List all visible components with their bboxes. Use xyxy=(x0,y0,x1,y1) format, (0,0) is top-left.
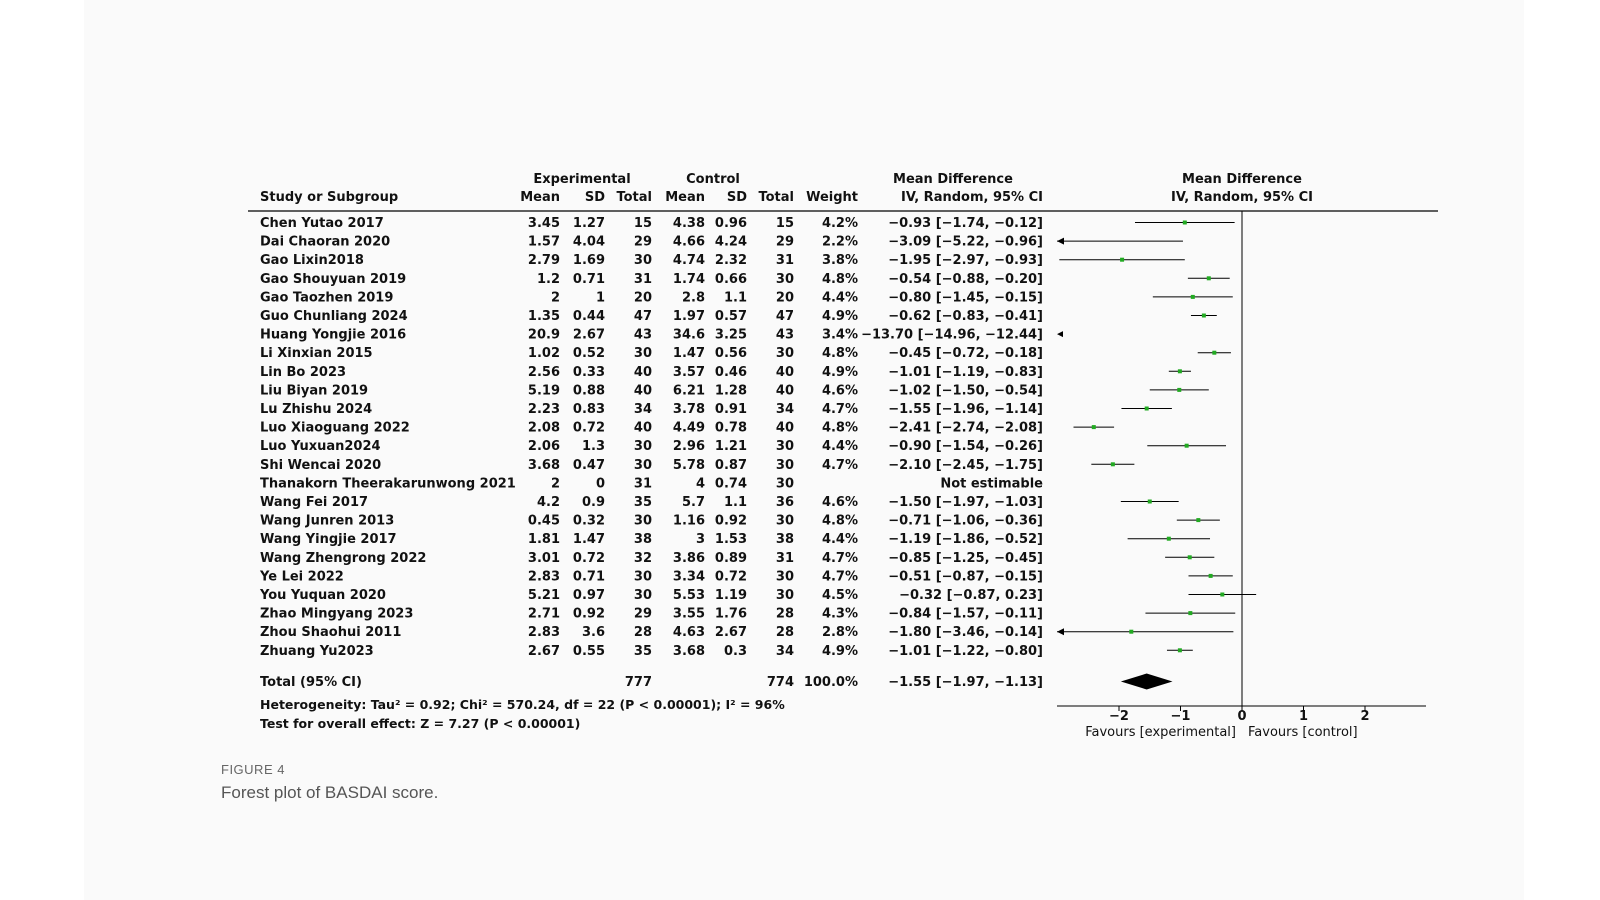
weight: 3.8% xyxy=(821,253,858,269)
ctl-sd: 2.67 xyxy=(714,625,747,641)
ctl-sd: 4.24 xyxy=(714,234,747,250)
study-name: Thanakorn Theerakarunwong 2021 xyxy=(260,476,516,492)
md-ci: −1.80 [−3.46, −0.14] xyxy=(888,625,1043,641)
header-md-sub: IV, Random, 95% CI xyxy=(901,190,1043,205)
exp-mean: 5.19 xyxy=(527,383,560,399)
exp-sd: 0.88 xyxy=(572,383,605,399)
ctl-total: 30 xyxy=(775,476,794,492)
header-exp-sd: SD xyxy=(584,190,605,205)
favours-control: Favours [control] xyxy=(1248,725,1358,740)
ctl-total: 47 xyxy=(775,309,794,324)
ctl-sd: 0.78 xyxy=(714,420,747,436)
weight: 4.4% xyxy=(821,532,858,548)
ctl-sd: 0.3 xyxy=(723,643,747,659)
ctl-total: 38 xyxy=(775,532,794,548)
ctl-total: 20 xyxy=(775,290,794,306)
ctl-total: 40 xyxy=(775,420,794,436)
md-ci: −0.93 [−1.74, −0.12] xyxy=(888,216,1043,231)
exp-total: 30 xyxy=(633,439,652,455)
md-ci: −0.80 [−1.45, −0.15] xyxy=(888,290,1043,306)
study-name: Lu Zhishu 2024 xyxy=(260,402,373,417)
exp-sd: 1.27 xyxy=(572,216,605,231)
ctl-total: 31 xyxy=(775,550,794,566)
x-tick-label: 2 xyxy=(1360,709,1370,724)
ctl-mean: 4.38 xyxy=(672,216,705,231)
ctl-total: 15 xyxy=(775,216,794,231)
weight: 4.8% xyxy=(821,513,858,529)
exp-total: 35 xyxy=(633,643,652,659)
md-ci: −0.54 [−0.88, −0.20] xyxy=(888,271,1043,287)
x-tick-label: −2 xyxy=(1109,709,1129,724)
exp-total: 43 xyxy=(633,327,652,343)
ctl-sd: 0.87 xyxy=(714,457,747,473)
ctl-total: 30 xyxy=(775,346,794,362)
point-estimate xyxy=(1220,593,1224,597)
ctl-sd: 0.66 xyxy=(714,271,747,287)
ctl-mean: 2.8 xyxy=(681,290,705,306)
exp-total: 30 xyxy=(633,457,652,473)
exp-total: 30 xyxy=(633,253,652,269)
ctl-mean: 1.74 xyxy=(672,271,705,287)
study-name: Li Xinxian 2015 xyxy=(260,346,373,362)
exp-total: 47 xyxy=(633,309,652,324)
md-ci: −1.95 [−2.97, −0.93] xyxy=(888,253,1043,269)
weight: 4.7% xyxy=(821,550,858,566)
study-name: Gao Lixin2018 xyxy=(260,253,364,269)
header-exp-mean: Mean xyxy=(520,190,560,205)
x-tick-label: 0 xyxy=(1237,709,1247,724)
header-ctl-sd: SD xyxy=(726,190,747,205)
ctl-total: 43 xyxy=(775,327,794,343)
study-name: Zhao Mingyang 2023 xyxy=(260,606,414,622)
weight: 2.2% xyxy=(821,234,858,250)
ctl-mean: 3.55 xyxy=(672,606,705,622)
exp-sd: 0.71 xyxy=(572,569,605,585)
ctl-sd: 2.32 xyxy=(714,253,747,269)
study-name: Wang Fei 2017 xyxy=(260,495,369,510)
exp-mean: 2 xyxy=(550,290,560,306)
exp-sd: 0.97 xyxy=(572,588,605,603)
study-name: Zhuang Yu2023 xyxy=(260,643,374,659)
header-control: Control xyxy=(686,172,740,187)
exp-sd: 0.32 xyxy=(572,513,605,529)
exp-mean: 0.45 xyxy=(527,513,560,529)
exp-sd: 1.47 xyxy=(572,532,605,548)
ctl-sd: 0.92 xyxy=(714,513,747,529)
header-plot: Mean Difference xyxy=(1182,172,1302,187)
header-plot-sub: IV, Random, 95% CI xyxy=(1171,190,1313,205)
ctl-sd: 1.19 xyxy=(714,588,747,603)
summary-diamond xyxy=(1121,674,1173,690)
point-estimate xyxy=(1212,351,1216,355)
study-name: Gao Taozhen 2019 xyxy=(260,290,394,306)
ctl-sd: 0.46 xyxy=(714,364,747,380)
point-estimate xyxy=(1185,444,1189,448)
study-name: Wang Junren 2013 xyxy=(260,513,395,529)
exp-mean: 2 xyxy=(550,476,560,492)
md-ci: −0.90 [−1.54, −0.26] xyxy=(888,439,1043,455)
study-name: Ye Lei 2022 xyxy=(260,569,344,585)
exp-mean: 3.45 xyxy=(527,216,560,231)
weight: 4.9% xyxy=(821,643,858,659)
ctl-mean: 3.86 xyxy=(672,550,705,566)
md-ci: −0.71 [−1.06, −0.36] xyxy=(888,513,1043,529)
ctl-mean: 3.34 xyxy=(672,569,705,585)
md-ci: −2.41 [−2.74, −2.08] xyxy=(888,420,1043,436)
exp-total: 29 xyxy=(633,606,652,622)
header-md: Mean Difference xyxy=(893,172,1013,187)
md-ci: −0.45 [−0.72, −0.18] xyxy=(888,346,1043,362)
ctl-total: 40 xyxy=(775,364,794,380)
ctl-total: 30 xyxy=(775,513,794,529)
study-name: Lin Bo 2023 xyxy=(260,364,347,380)
ctl-mean: 3.78 xyxy=(672,402,705,417)
ctl-sd: 0.89 xyxy=(714,550,747,566)
ctl-sd: 1.21 xyxy=(714,439,747,455)
ctl-mean: 5.78 xyxy=(672,457,705,473)
ctl-mean: 6.21 xyxy=(672,383,705,399)
exp-sd: 0.92 xyxy=(572,606,605,622)
ctl-mean: 3.68 xyxy=(672,643,705,659)
point-estimate xyxy=(1188,611,1192,615)
ctl-total: 36 xyxy=(775,495,794,510)
total-weight: 100.0% xyxy=(803,675,858,690)
exp-mean: 5.21 xyxy=(527,588,560,603)
header-experimental: Experimental xyxy=(533,172,631,187)
md-ci: −13.70 [−14.96, −12.44] xyxy=(861,327,1043,343)
md-ci: Not estimable xyxy=(940,476,1043,492)
ci-arrow-left xyxy=(1057,628,1064,635)
weight: 4.2% xyxy=(821,216,858,231)
axis-labels xyxy=(1109,709,1370,724)
exp-mean: 3.68 xyxy=(527,457,560,473)
exp-total: 15 xyxy=(633,216,652,231)
ctl-sd: 0.74 xyxy=(714,476,747,492)
overall-effect-text: Test for overall effect: Z = 7.27 (P < 0.00001) xyxy=(260,716,581,731)
study-name: Chen Yutao 2017 xyxy=(260,216,384,231)
md-ci: −3.09 [−5.22, −0.96] xyxy=(888,234,1043,250)
exp-mean: 20.9 xyxy=(527,327,560,343)
point-estimate xyxy=(1129,630,1133,634)
header-ctl-mean: Mean xyxy=(665,190,705,205)
point-estimate xyxy=(1188,555,1192,559)
md-ci: −1.19 [−1.86, −0.52] xyxy=(888,532,1043,548)
exp-mean: 2.06 xyxy=(527,439,560,455)
exp-total: 40 xyxy=(633,383,652,399)
exp-total: 31 xyxy=(633,476,652,492)
ctl-total: 30 xyxy=(775,271,794,287)
total-ci: −1.55 [−1.97, −1.13] xyxy=(888,675,1043,690)
point-estimate xyxy=(1191,295,1195,299)
study-name: Gao Shouyuan 2019 xyxy=(260,271,407,287)
ctl-mean: 5.7 xyxy=(681,495,705,510)
header-exp-total: Total xyxy=(616,190,652,205)
exp-sd: 0.52 xyxy=(572,346,605,362)
exp-mean: 2.79 xyxy=(527,253,560,269)
exp-mean: 2.83 xyxy=(527,569,560,585)
study-name: Huang Yongjie 2016 xyxy=(260,327,407,343)
exp-total: 31 xyxy=(633,271,652,287)
md-ci: −1.01 [−1.19, −0.83] xyxy=(888,364,1043,380)
ctl-mean: 1.16 xyxy=(672,513,705,529)
point-estimate xyxy=(1196,518,1200,522)
exp-mean: 4.2 xyxy=(536,495,560,510)
point-estimate xyxy=(1111,462,1115,466)
ctl-mean: 2.96 xyxy=(672,439,705,455)
ctl-mean: 3 xyxy=(695,532,705,548)
exp-mean: 2.67 xyxy=(527,643,560,659)
favours-labels xyxy=(1085,725,1357,740)
ctl-sd: 0.56 xyxy=(714,346,747,362)
ctl-total: 30 xyxy=(775,457,794,473)
exp-mean: 2.23 xyxy=(527,402,560,417)
exp-sd: 0.9 xyxy=(581,495,605,510)
exp-total: 40 xyxy=(633,420,652,436)
ctl-mean: 1.47 xyxy=(672,346,705,362)
point-estimate xyxy=(1145,407,1149,411)
study-name: Liu Biyan 2019 xyxy=(260,383,369,399)
ctl-total: 34 xyxy=(775,402,794,417)
study-name: Luo Xiaoguang 2022 xyxy=(260,420,410,436)
exp-sd: 1.3 xyxy=(581,439,605,455)
weight: 4.7% xyxy=(821,457,858,473)
exp-total: 35 xyxy=(633,495,652,510)
weight: 4.6% xyxy=(821,495,858,510)
study-name: Zhou Shaohui 2011 xyxy=(260,625,402,641)
weight: 4.7% xyxy=(821,402,858,417)
exp-sd: 0.83 xyxy=(572,402,605,417)
weight: 2.8% xyxy=(821,625,858,641)
weight: 4.8% xyxy=(821,420,858,436)
exp-sd: 0.72 xyxy=(572,550,605,566)
ctl-total: 28 xyxy=(775,625,794,641)
ctl-sd: 1.1 xyxy=(723,290,747,306)
exp-sd: 2.67 xyxy=(572,327,605,343)
weight: 4.8% xyxy=(821,346,858,362)
md-ci: −0.62 [−0.83, −0.41] xyxy=(888,309,1043,324)
md-ci: −1.02 [−1.50, −0.54] xyxy=(888,383,1043,399)
ctl-mean: 34.6 xyxy=(672,327,705,343)
ctl-mean: 4.63 xyxy=(672,625,705,641)
weight: 4.7% xyxy=(821,569,858,585)
weight: 4.9% xyxy=(821,364,858,380)
x-tick-label: 1 xyxy=(1298,709,1309,724)
header-study: Study or Subgroup xyxy=(260,190,399,205)
ctl-sd: 0.91 xyxy=(714,402,747,417)
exp-mean: 2.56 xyxy=(527,364,560,380)
study-name: Dai Chaoran 2020 xyxy=(260,234,391,250)
ctl-sd: 1.53 xyxy=(714,532,747,548)
total-label: Total (95% CI) xyxy=(260,675,362,690)
exp-total: 20 xyxy=(633,290,652,306)
exp-total: 30 xyxy=(633,513,652,529)
weight: 4.5% xyxy=(821,588,858,603)
ctl-total: 30 xyxy=(775,588,794,603)
ci-arrow-left xyxy=(1057,331,1063,337)
exp-mean: 2.83 xyxy=(527,625,560,641)
x-tick-label: −1 xyxy=(1170,709,1191,724)
weight: 4.6% xyxy=(821,383,858,399)
ctl-sd: 1.76 xyxy=(714,606,747,622)
md-ci: −1.01 [−1.22, −0.80] xyxy=(888,643,1043,659)
exp-total: 30 xyxy=(633,569,652,585)
exp-mean: 1.2 xyxy=(536,271,560,287)
weight: 4.3% xyxy=(821,606,858,622)
exp-sd: 4.04 xyxy=(572,234,605,250)
exp-mean: 2.08 xyxy=(527,420,560,436)
exp-sd: 0.44 xyxy=(572,309,605,324)
ctl-total: 31 xyxy=(775,253,794,269)
point-estimate xyxy=(1209,574,1213,578)
total-exp: 777 xyxy=(624,675,652,690)
point-estimate xyxy=(1207,276,1211,280)
ctl-total: 29 xyxy=(775,234,794,250)
ctl-total: 30 xyxy=(775,439,794,455)
point-estimate xyxy=(1202,314,1206,318)
exp-mean: 2.71 xyxy=(527,606,560,622)
exp-total: 34 xyxy=(633,402,652,417)
exp-total: 30 xyxy=(633,346,652,362)
exp-sd: 0.72 xyxy=(572,420,605,436)
figure-caption: Forest plot of BASDAI score. xyxy=(221,783,439,802)
exp-mean: 1.81 xyxy=(527,532,560,548)
ctl-sd: 1.1 xyxy=(723,495,747,510)
study-name: Shi Wencai 2020 xyxy=(260,457,382,473)
exp-total: 28 xyxy=(633,625,652,641)
ci-arrow-left xyxy=(1057,238,1064,245)
exp-sd: 0.55 xyxy=(572,643,605,659)
ctl-sd: 3.25 xyxy=(714,327,747,343)
exp-sd: 0.71 xyxy=(572,271,605,287)
study-name: Wang Zhengrong 2022 xyxy=(260,550,427,566)
ctl-mean: 4.74 xyxy=(672,253,705,269)
exp-sd: 0.33 xyxy=(572,364,605,380)
weight: 4.4% xyxy=(821,290,858,306)
ctl-total: 34 xyxy=(775,643,794,659)
md-ci: −2.10 [−2.45, −1.75] xyxy=(888,457,1043,473)
ctl-sd: 0.96 xyxy=(714,216,747,231)
md-ci: −0.32 [−0.87, 0.23] xyxy=(899,588,1043,603)
weight: 3.4% xyxy=(821,327,858,343)
ctl-total: 30 xyxy=(775,569,794,585)
point-estimate xyxy=(1177,388,1181,392)
weight: 4.4% xyxy=(821,439,858,455)
study-rows xyxy=(259,216,1043,690)
exp-total: 40 xyxy=(633,364,652,380)
md-ci: −0.85 [−1.25, −0.45] xyxy=(888,550,1043,566)
favours-experimental: Favours [experimental] xyxy=(1085,725,1236,740)
exp-total: 38 xyxy=(633,532,652,548)
exp-sd: 0 xyxy=(595,476,605,492)
ctl-mean: 4.66 xyxy=(672,234,705,250)
exp-mean: 1.35 xyxy=(527,309,560,324)
md-ci: −1.50 [−1.97, −1.03] xyxy=(888,495,1043,510)
exp-total: 30 xyxy=(633,588,652,603)
ctl-mean: 5.53 xyxy=(672,588,705,603)
exp-mean: 1.57 xyxy=(527,234,560,250)
exp-sd: 0.47 xyxy=(572,457,605,473)
exp-sd: 1.69 xyxy=(572,253,605,269)
weight: 4.9% xyxy=(821,309,858,324)
exp-sd: 1 xyxy=(595,290,605,306)
ctl-sd: 1.28 xyxy=(714,383,747,399)
point-estimate xyxy=(1183,221,1187,225)
ctl-mean: 4 xyxy=(695,476,705,492)
study-name: Luo Yuxuan2024 xyxy=(260,439,381,455)
md-ci: −0.84 [−1.57, −0.11] xyxy=(888,606,1043,622)
study-name: Guo Chunliang 2024 xyxy=(260,309,408,324)
ctl-total: 40 xyxy=(775,383,794,399)
exp-mean: 3.01 xyxy=(527,550,560,566)
ctl-mean: 3.57 xyxy=(672,364,705,380)
header-ctl-total: Total xyxy=(758,190,794,205)
point-estimate xyxy=(1178,648,1182,652)
ctl-mean: 1.97 xyxy=(672,309,705,324)
point-estimate xyxy=(1120,258,1124,262)
md-ci: −0.51 [−0.87, −0.15] xyxy=(888,569,1043,585)
point-estimate xyxy=(1148,500,1152,504)
exp-mean: 1.02 xyxy=(527,346,560,362)
exp-total: 29 xyxy=(633,234,652,250)
weight: 4.8% xyxy=(821,271,858,287)
ctl-sd: 0.72 xyxy=(714,569,747,585)
ctl-total: 28 xyxy=(775,606,794,622)
figure-label: FIGURE 4 xyxy=(221,762,285,777)
ctl-sd: 0.57 xyxy=(714,309,747,324)
point-estimate xyxy=(1167,537,1171,541)
heterogeneity-text: Heterogeneity: Tau² = 0.92; Chi² = 570.24, df = 22 (P < 0.00001); I² = 96% xyxy=(260,697,785,712)
study-name: Wang Yingjie 2017 xyxy=(260,532,397,548)
total-ctl: 774 xyxy=(766,675,794,690)
ctl-mean: 4.49 xyxy=(672,420,705,436)
exp-total: 32 xyxy=(633,550,652,566)
md-ci: −1.55 [−1.96, −1.14] xyxy=(888,402,1043,417)
header-weight: Weight xyxy=(806,190,858,205)
point-estimate xyxy=(1178,369,1182,373)
exp-sd: 3.6 xyxy=(581,625,605,641)
point-estimate xyxy=(1092,425,1096,429)
study-name: You Yuquan 2020 xyxy=(260,588,386,603)
